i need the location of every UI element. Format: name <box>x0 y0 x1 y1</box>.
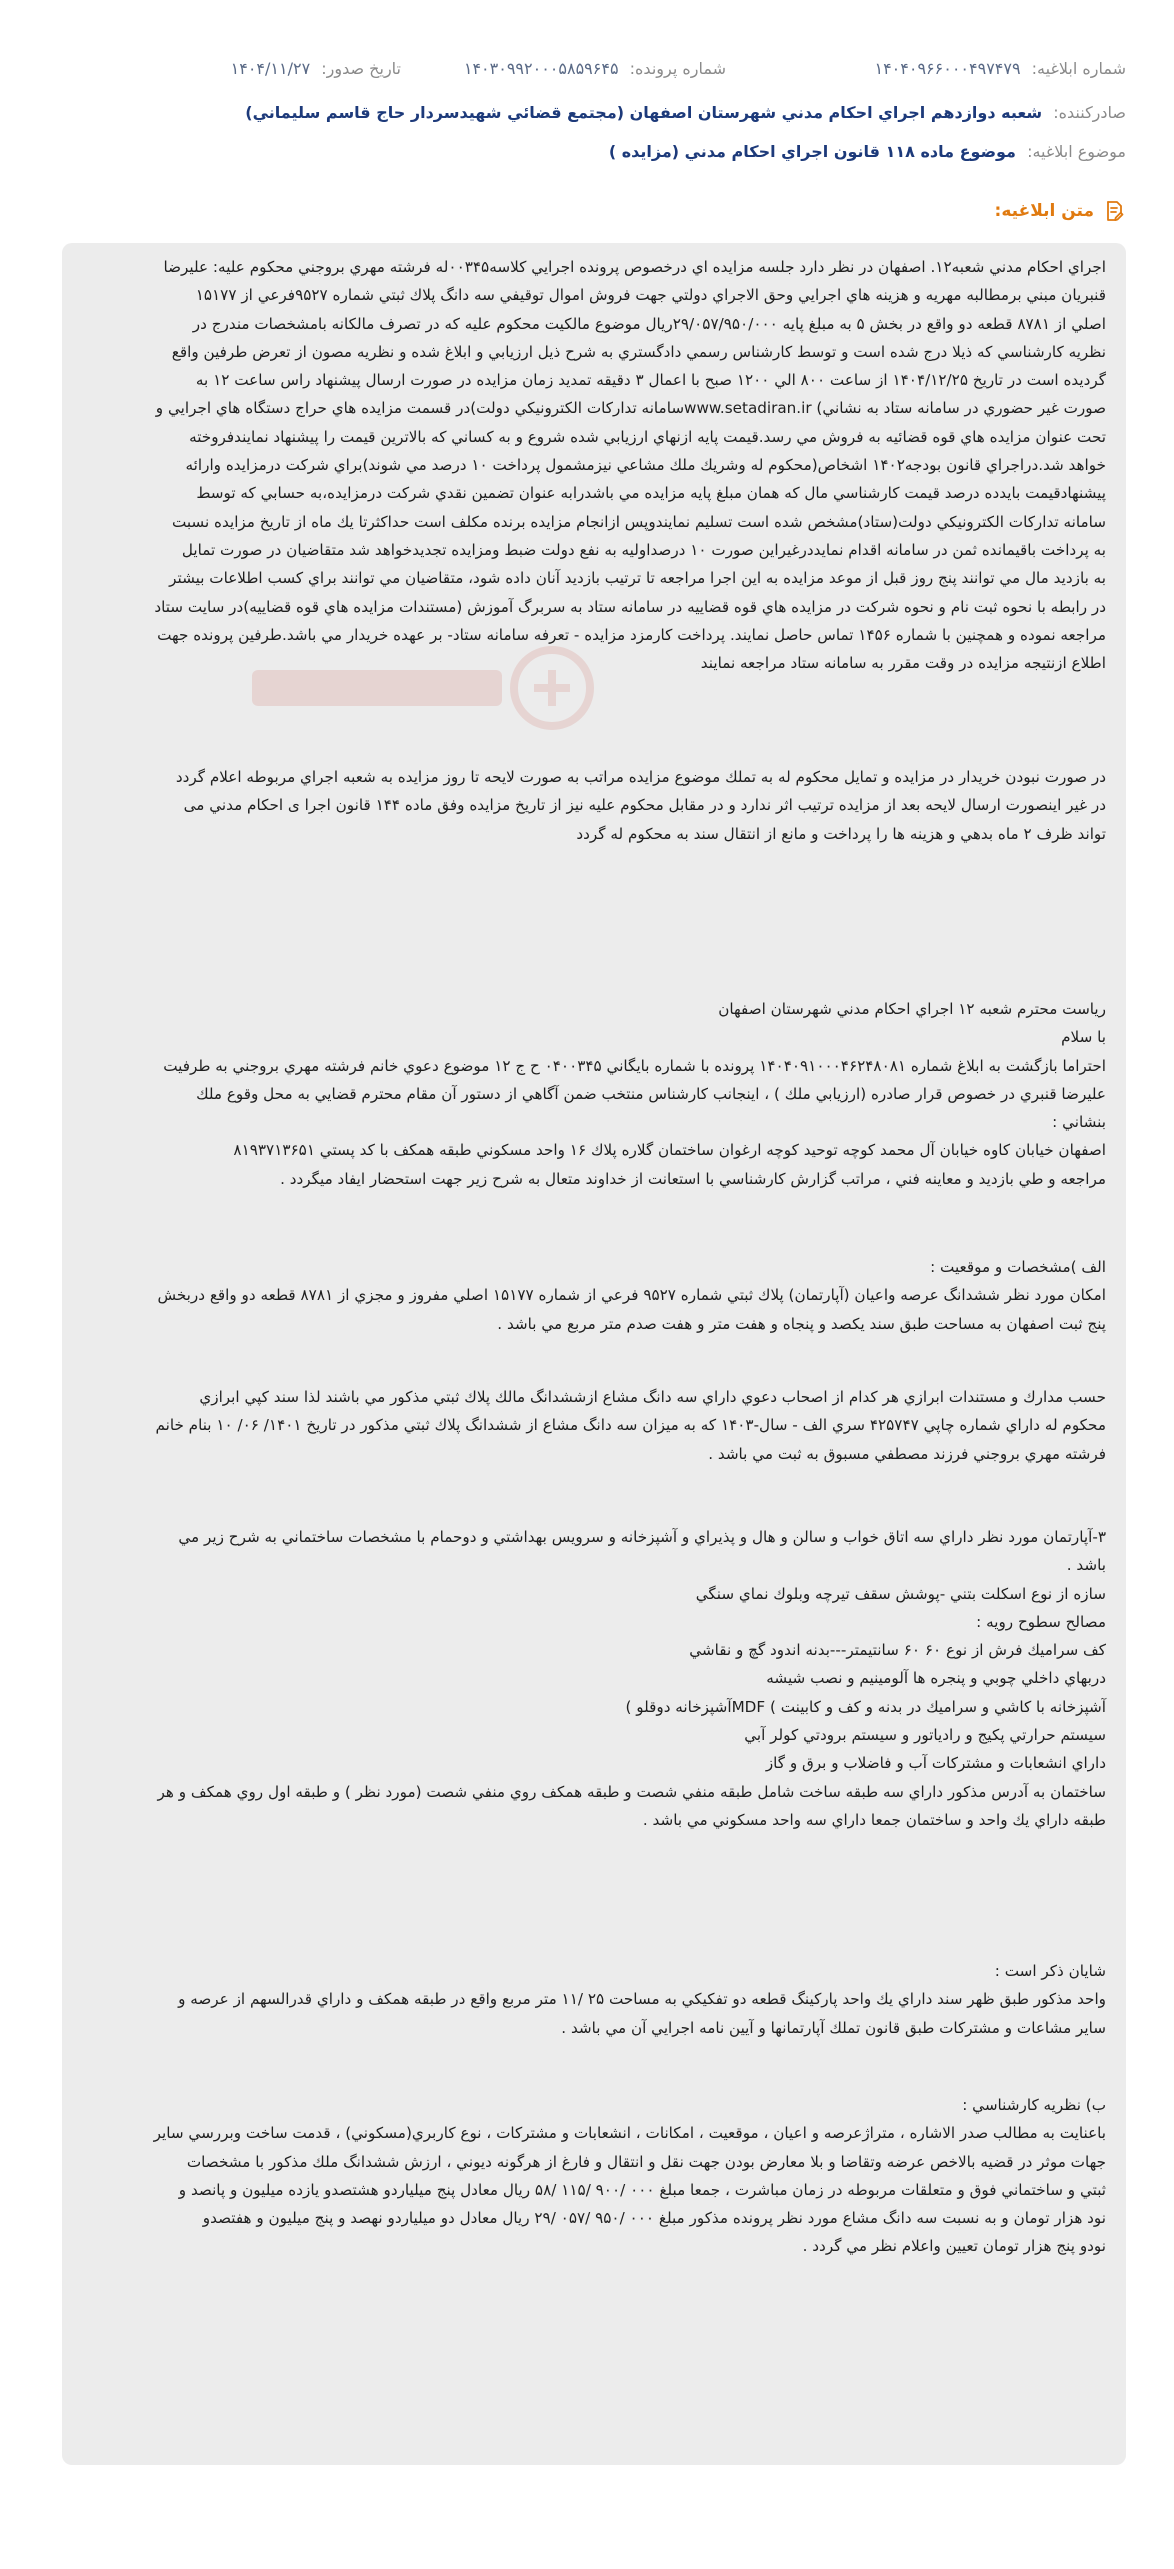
paragraph1-line: اجراي احكام مدني شعبه۱۲. اصفهان در نظر دارد جلسه مزايده اي درخصوص پرونده اجرايي كلاسه۰۰۳۴۵له فرشته مهري بروجني محكوم عليه: عليرضا <box>163 258 1106 276</box>
issuer-label: صادرکننده: <box>1053 103 1126 122</box>
paragraph1-line: مراجعه نموده و همچنين با شماره ۱۴۵۶ تماس حاصل نمايند. پرداخت كارمزد مزايده - تعرفه سامانه ستاد- بر عهده خريدار مي باشد.طرفين پرونده جهت <box>157 625 1106 644</box>
specs-line: سيستم حرارتي پكيج و رادياتور و سيستم برودتي كولر آبي <box>744 1726 1106 1745</box>
section-b-line: ثبتي و ساختماني فوق و متعلقات مربوطه در زمان مباشرت ، جمعا مبلغ ۰۰۰ /۹۰۰ /۱۱۵ /۵۸ ريال معادل پنج ميلياردو هشتصدو يازده ميليون و پانصد و <box>178 2180 1106 2199</box>
notice-content-box <box>62 243 1126 2465</box>
case-number-value: ۱۴۰۳۰۹۹۲۰۰۰۵۸۵۹۶۴۵ <box>463 59 619 78</box>
specs-line: باشد . <box>1066 1556 1106 1575</box>
specs-line: طبقه داراي يك واحد و ساختمان جمعا داراي سه واحد مسكوني مي باشد . <box>642 1810 1106 1829</box>
section-b-expert-opinion <box>82 2091 1106 2261</box>
paragraph1-line: تحت عنوان مزايده هاي قوه قضائيه به فروش مي رسد.قيمت پايه ازنهاي ارزيابي شده شروع و به كساني كه بالاترين قيمت را پيشنهاد نمايندفروخته <box>189 427 1106 446</box>
report-intro-line: با سلام <box>1061 1028 1106 1047</box>
issue-date-value: ۱۴۰۴/۱۱/۲۷ <box>230 59 311 78</box>
paragraph2-line: در غير اينصورت ارسال لايحه بعد از مزايده ترتيب اثر ندارد و در مقابل محكوم عليه نيز از تاريخ مزايده وفق ماده ۱۴۴ قانون اجرا ى احكام مدني مى <box>183 796 1106 815</box>
case-number-label: شماره پرونده: <box>629 59 726 78</box>
buyer-absence-paragraph <box>82 763 1106 848</box>
ownership-line: فرشته مهري بروجني فرزند مصطفي مسبوق به ثبت مي باشد . <box>708 1444 1106 1463</box>
auction-paragraph <box>82 253 1106 677</box>
paragraph1-line: اطلاع ازنتيجه مزايده در وقت مقرر به سامانه ستاد مراجعه نمايند <box>700 654 1106 673</box>
paragraph1-line: صورت غير حضوري در سامانه ستاد به نشاني) www.setadiran.irسامانه تداركات الكترونيكي دولت)در قسمت مزايده هاي حراج دستگاه هاي اجرايي و <box>155 399 1106 418</box>
specs-line: ۳-آپارتمان مورد نظر داراي سه اتاق خواب و سالن و هال و پذيراي و آشپزخانه و سرويس بهداشتي و دوحمام با مشخصات ساختماني به شرح زير مي <box>178 1528 1106 1546</box>
notice-number-field <box>874 57 1126 81</box>
subject-label: موضوع ابلاغیه: <box>1027 142 1126 161</box>
document-edit-icon <box>1102 199 1126 223</box>
ownership-paragraph <box>82 1383 1106 1468</box>
note-line: واحد مذكور طبق ظهر سند داراي يك واحد پاركينگ قطعه دو تفكيكي به مساحت ۲۵ /۱۱ متر مربع واقع در طبقه همكف و داراي قدرالسهم از عرصه و <box>178 1990 1106 2009</box>
section-heading <box>995 199 1126 223</box>
issue-date-field <box>231 57 401 81</box>
specs-line: دربهاي داخلي چوبي و پنجره ها آلومينيم و نصب شيشه <box>766 1669 1106 1688</box>
report-intro-line: بنشاني : <box>1052 1113 1106 1132</box>
report-intro-line: اصفهان خيابان كاوه خيابان آل محمد كوچه توحيد كوچه ارغوان ساختمان گلاره پلاك ۱۶ واحد مسكوني طبقه همكف با كد پستي ۸۱۹۳۷۱۳۶۵۱ <box>233 1141 1106 1160</box>
note-line: شايان ذكر است : <box>994 1962 1106 1980</box>
specs-line: ساختمان به آدرس مذكور داراي سه طبقه ساخت شامل طبقه منفي شصت و طبقه همكف روي منفي شصت (مورد نظر ) و طبقه اول روي همكف و هر <box>157 1782 1106 1801</box>
specs-line: مصالح سطوح رويه : <box>976 1612 1106 1631</box>
paragraph2-line: در صورت نبودن خريدار در مزايده و تمايل محكوم له به تملك موضوع مزايده مراتب به صورت لايحه تا روز مزايده به شعبه اجراي مربوطه اعلام گردد <box>175 768 1106 786</box>
paragraph1-line: اصلي از ۸۷۸۱ قطعه دو واقع در بخش ۵ به مبلغ پايه ۲۹/۰۵۷/۹۵۰/۰۰۰ريال موضوع مالكيت محكوم عليه كه در تصرف مالكانه بامشخصات مندرج در <box>192 314 1106 333</box>
section-b-line: نود هزار تومان و به نسبت سه دانگ مشاع مورد نظر پرونده مذكور مبلغ ۰۰۰ /۹۵۰ /۰۵۷ /۲۹ ريال معادل دو ميلياردو نهصد و پنج ميليون و هفتصدو <box>202 2209 1106 2228</box>
parking-note <box>82 1957 1106 2042</box>
subject-value: موضوع ماده ۱۱۸ قانون اجراي احكام مدني (مزايده ) <box>608 142 1016 161</box>
paragraph1-line: خواهد شد.دراجراي قانون بودجه۱۴۰۲ اشخاص(محكوم له وشريك ملك مشاعي نيزمشمول پرداخت ۱۰ درصد مي شوند)براي شركت درمزايده وارائه <box>185 456 1106 475</box>
specs-line: داراي انشعابات و مشتركات آب و فاضلاب و برق و گاز <box>765 1754 1106 1773</box>
paragraph1-line: گرديده است در تاريخ ۱۴۰۴/۱۲/۲۵ از ساعت ۸۰۰ الي ۱۲۰۰ صبح با اعمال ۳ دقيقه تمديد زمان مزايده در صورت ارسال پيشنهاد راس ساعت ۱۲ به <box>195 371 1106 390</box>
paragraph1-line: به پرداخت باقيمانده ثمن در سامانه اقدام نمايددرغيراين صورت ۱۰ درصداوليه به نفع دولت ضبط ومزايده تجديدخواهد شد متقاضيان در صورت تمايل <box>181 540 1106 559</box>
paragraph1-line: سامانه تداركات الكترونيكي دولت(ستاد)مشخص شده است تسليم نمايندوپس ازانجام مزايده برنده مكلف است حداكثرتا يك ماه از تاريخ مزايده نسبت <box>171 512 1106 531</box>
section-b-line: جهات موثر در قضيه بالاخص عرضه وتقاضا و بلا معارض بودن جهت نقل و انتقال و فارغ از هرگونه ديوني ، ارزش ششدانگ ملك مذكور با مشخصات <box>186 2152 1106 2171</box>
paragraph1-line: قنبريان مبني برمطالبه مهريه و هزينه هاي اجرايي وحق الاجراي دولتي جهت فروش اموال توقيفي سه دانگ پلاك ثبتي شماره ۹۵۲۷فرعي از ۱۵۱۷۷ <box>195 286 1106 305</box>
paragraph1-line: در رابطه با نحوه ثبت نام و نحوه شركت در مزايده هاي قوه قضاييه در سامانه ستاد به سربرگ آموزش (مستندات مزايده هاي قوه قضاييه)در سايت ستاد <box>154 597 1106 616</box>
paragraph1-line: نظريه كارشناسي كه ذيلا درج شده است و توسط كارشناس رسمي دادگستري به شرح ذيل ارزيابي و ابلاغ شده و نظريه مصون از تعرض طرفين واقع <box>171 342 1106 361</box>
notice-number-value: ۱۴۰۴۰۹۶۶۰۰۰۴۹۷۴۷۹ <box>874 59 1021 78</box>
building-specs <box>82 1523 1106 1834</box>
report-intro-line: مراجعه و طي بازديد و معاينه فني ، مراتب گزارش كارشناسي با استعانت از خداوند متعال به شرح زير جهت استحضار ايفاد ميگردد . <box>280 1169 1106 1188</box>
section-a-specs-location <box>82 1253 1106 1338</box>
section-b-line: نودو پنج هزار تومان تعيين واعلام نظر مي گردد . <box>802 2237 1106 2256</box>
specs-line: آشپزخانه با كاشي و سراميك در بدنه و كف و كابينت ) MDFآشپزخانه دوقلو ) <box>625 1697 1106 1716</box>
section-a-line: پنج ثبت اصفهان به مساحت طبق سند يكصد و پنجاه و هفت متر و هفت صدم متر مربع مي باشد . <box>497 1314 1106 1333</box>
section-a-line: امكان مورد نظر ششدانگ عرصه واعيان (آپارتمان) پلاك ثبتي شماره ۹۵۲۷ فرعي از شماره ۱۵۱۷۷ اصلي مفروز و مجزي از ۸۷۸۱ قطعه دو واقع دربخش <box>157 1286 1106 1305</box>
section-b-line: ب) نظريه كارشناسي : <box>962 2096 1106 2114</box>
section-a-line: الف )مشخصات و موقعيت : <box>930 1258 1106 1276</box>
issuer-value: شعبه دوازدهم اجراي احكام مدني شهرستان اصفهان (مجتمع قضائي شهيدسردار حاج قاسم سليماني) <box>245 103 1043 122</box>
report-intro-line: رياست محترم شعبه ۱۲ اجراي احكام مدني شهرستان اصفهان <box>718 1000 1106 1018</box>
specs-line: كف سراميك فرش از نوع ۶۰ ۶۰ سانتيمتر---بدنه اندود گچ و نقاشي <box>689 1641 1106 1660</box>
note-line: ساير مشاعات و مشتركات طبق قانون تملك آپارتمانها و آيين نامه اجرايي آن مي باشد . <box>561 2018 1106 2037</box>
paragraph1-line: به بازديد مال مي توانند پنج روز قبل از موعد مزايده به اين اجرا مراجعه تا ترتيب بازديد آنان داده شود، متقاضيان مي توانند براي كسب اطلاعات بيشتر <box>169 569 1106 588</box>
report-intro-line: احتراما بازگشت به ابلاغ شماره ۱۴۰۴۰۹۱۰۰۰۴۶۲۴۸۰۸۱ پرونده با شماره بايگاني ۰۴۰۰۳۴۵ ح ج ۱۲ موضوع دعوي خانم فرشته مهري بروجني به طرفيت <box>163 1056 1106 1075</box>
issuer-row <box>60 101 1126 125</box>
section-title-text: متن ابلاغیه: <box>994 201 1094 221</box>
ownership-line: محكوم له داراي شماره چاپي ۴۲۵۷۴۷ سري الف - سال-۱۴۰۳ كه به ميزان سه دانگ مشاع از ششدانگ پلاك ثبتي مذكور در تاريخ ۱۴۰۱/ ۰۶/ ۱۰ بنام خانم <box>155 1416 1106 1435</box>
subject-row <box>60 140 1126 164</box>
paragraph2-line: تواند ظرف ۲ ماه بدهي و هزينه ها را پرداخت و مانع از انتقال سند به محكوم له گردد <box>576 824 1106 843</box>
notice-number-label: شماره ابلاغیه: <box>1031 59 1126 78</box>
report-intro-line: عليرضا قنبري در خصوص قرار صادره (ارزيابي ملك ) ، اينجانب كارشناس منتخب ضمن آگاهي از دستور آن مقام محترم قضايي به محل وقوع ملك <box>196 1084 1106 1103</box>
section-b-line: باعنايت به مطالب صدر الاشاره ، متراژعرصه و اعيان ، موقعيت ، امكانات ، انشعابات و مشتركات ، نوع كاربري(مسكوني) ، قدمت ساخت وبررسي ساير <box>153 2124 1106 2143</box>
paragraph1-line: پيشنهادقيمت بايدده درصد قيمت كارشناسي مال كه همان مبلغ پايه مزايده مي باشدرابه عنوان تضمين نقدي شركت درمزايده،به حسابي كه توسط <box>196 484 1106 503</box>
issue-date-label: تاریخ صدور: <box>321 59 401 78</box>
ownership-line: حسب مدارك و مستندات ابرازي هر كدام از اصحاب دعوي داراي سه دانگ مشاع ازششدانگ مالك پلاك ثبتي مذكور مي باشند لذا سند كپي ابرازي <box>199 1388 1106 1406</box>
expert-report-intro <box>82 995 1106 1193</box>
specs-line: سازه از نوع اسكلت بتني -پوشش سقف تيرچه وبلوك نماي سنگي <box>695 1584 1106 1603</box>
case-number-field <box>464 57 726 81</box>
